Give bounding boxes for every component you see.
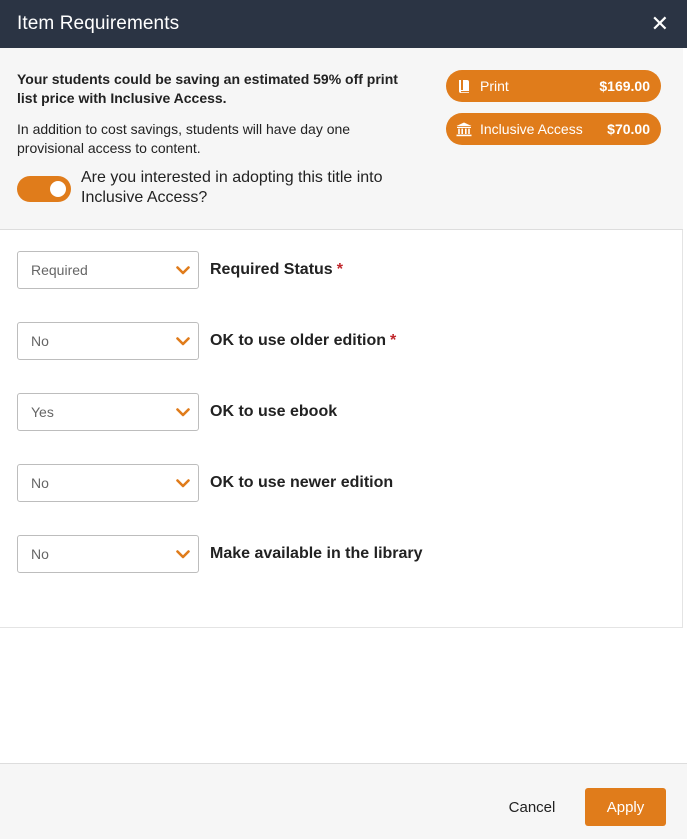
library-select[interactable] <box>17 535 199 573</box>
chevron-down-icon <box>176 478 190 488</box>
requirement-label: OK to use ebook <box>210 403 338 420</box>
inclusive-access-toggle[interactable] <box>17 176 71 202</box>
toggle-knob <box>50 181 66 197</box>
select-value: Required <box>31 262 88 278</box>
cancel-button[interactable]: Cancel <box>496 788 568 826</box>
book-icon <box>456 78 472 94</box>
requirement-row <box>17 393 337 431</box>
inclusive-access-price: $70.00 <box>607 121 650 137</box>
select-value: No <box>31 333 49 349</box>
dialog-footer <box>0 763 687 839</box>
requirement-label: Required Status <box>210 261 333 278</box>
older-edition-select[interactable] <box>17 322 199 360</box>
toggle-label: Are you interested in adopting this title into Inclusive Access? <box>81 169 383 206</box>
required-status-select[interactable] <box>17 251 199 289</box>
newer-edition-select[interactable] <box>17 464 199 502</box>
requirement-row <box>17 322 396 360</box>
requirement-label: Make available in the library <box>210 545 423 562</box>
requirement-label: OK to use older edition <box>210 332 387 349</box>
print-label: Print <box>480 78 509 94</box>
select-value: Yes <box>31 404 54 420</box>
access-message: In addition to cost savings, students will have day one provisional access to content. <box>17 121 351 156</box>
requirements-form <box>0 230 683 628</box>
dialog-title: Item Requirements <box>17 13 180 34</box>
select-value: No <box>31 546 49 562</box>
requirement-label: OK to use newer edition <box>210 474 394 491</box>
requirement-row <box>17 464 393 502</box>
close-icon[interactable]: ✕ <box>650 11 669 36</box>
inclusive-access-promo <box>0 48 683 230</box>
savings-message: Your students could be saving an estimated 59% off print list price with Inclusive Access. <box>17 71 398 106</box>
apply-button[interactable]: Apply <box>585 788 666 826</box>
inclusive-access-label: Inclusive Access <box>480 121 583 137</box>
print-price-badge <box>446 70 661 102</box>
dialog-header <box>0 0 687 48</box>
chevron-down-icon <box>176 407 190 417</box>
chevron-down-icon <box>176 265 190 275</box>
required-marker: * <box>390 332 397 349</box>
institution-icon <box>456 121 472 137</box>
required-marker: * <box>336 261 343 278</box>
print-price: $169.00 <box>599 78 650 94</box>
requirement-row <box>17 251 343 289</box>
chevron-down-icon <box>176 549 190 559</box>
select-value: No <box>31 475 49 491</box>
inclusive-access-price-badge <box>446 113 661 145</box>
chevron-down-icon <box>176 336 190 346</box>
ebook-select[interactable] <box>17 393 199 431</box>
requirement-row <box>17 535 423 573</box>
